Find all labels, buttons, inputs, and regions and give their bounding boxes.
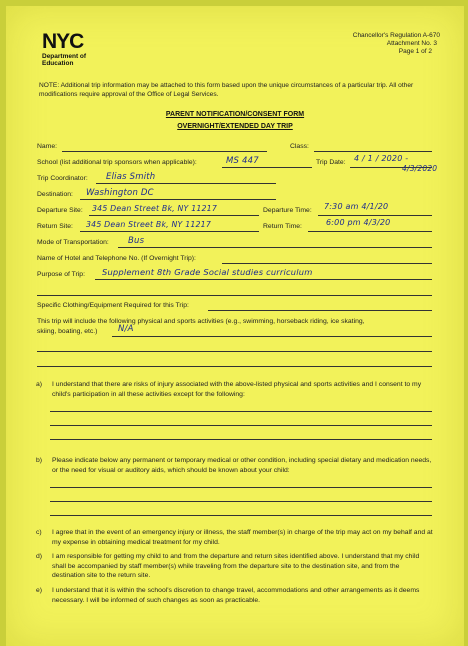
para-b-text: Please indicate below any permanent or temporary medical or other condition, including special dietary and medication needs, or the need for visual or auditory aids, which should be known about your child:: [52, 457, 432, 474]
departure-site-label: Departure Site:: [37, 207, 83, 214]
para-b-label: b): [36, 457, 43, 464]
school-field[interactable]: [222, 167, 312, 168]
coordinator-value: Elias Smith: [106, 172, 156, 182]
para-a-text: I understand that there are risks of injury associated with the above-listed physical and sports activities and I consent to my child's participation in all these activities except for the following:: [52, 381, 422, 398]
coordinator-label: Trip Coordinator:: [37, 175, 88, 182]
trip-date-value: 4 / 1 / 2020 -: [354, 154, 409, 163]
return-time-field[interactable]: [308, 231, 432, 232]
purpose-field-line-2[interactable]: [37, 295, 432, 296]
school-value: MS 447: [226, 156, 259, 166]
para-a-line-2[interactable]: [50, 425, 432, 426]
consent-form-page: [6, 6, 464, 646]
return-site-value: 345 Dean Street Bk, NY 11217: [86, 220, 211, 229]
para-d-label: d): [36, 553, 43, 560]
para-b-line-1[interactable]: [50, 487, 432, 488]
departure-time-label: Departure Time:: [263, 207, 312, 214]
departure-site-field[interactable]: [89, 215, 259, 216]
para-b-line-3[interactable]: [50, 515, 432, 516]
transport-value: Bus: [128, 236, 145, 246]
attachment-number: Attachment No. 3: [386, 40, 437, 47]
destination-value: Washington DC: [86, 188, 154, 198]
activities-value: N/A: [118, 324, 134, 334]
note-text: NOTE: Additional trip information may be attached to this form based upon the unique circumstances of a particular trip. All other modifications require approval of the Office of Legal Services.: [39, 82, 414, 98]
class-label: Class:: [290, 143, 309, 150]
nyc-logo: NYC: [42, 30, 84, 53]
para-a-line-3[interactable]: [50, 439, 432, 440]
trip-date-label: Trip Date:: [316, 159, 346, 166]
return-site-field[interactable]: [80, 231, 259, 232]
departure-time-field[interactable]: [318, 215, 432, 216]
purpose-field[interactable]: [95, 279, 432, 280]
school-label: School (list additional trip sponsors when applicable):: [37, 159, 197, 166]
para-a-label: a): [36, 381, 43, 388]
logo-sub-line-2: Education: [42, 60, 74, 67]
activities-field-line-2[interactable]: [37, 351, 432, 352]
class-field[interactable]: [314, 151, 432, 152]
coordinator-field[interactable]: [96, 183, 276, 184]
para-a-line-1[interactable]: [50, 411, 432, 412]
page-number: Page 1 of 2: [398, 48, 432, 55]
destination-field[interactable]: [80, 199, 276, 200]
hotel-label: Name of Hotel and Telephone No. (If Overnight Trip):: [37, 255, 196, 262]
hotel-field[interactable]: [222, 263, 432, 264]
purpose-label: Purpose of Trip:: [37, 271, 85, 278]
logo-subtitle: [42, 53, 86, 67]
name-label: Name:: [37, 143, 58, 150]
transport-field[interactable]: [118, 247, 432, 248]
clothing-field[interactable]: [208, 310, 432, 311]
activities-label-2: skiing, boating, etc.): [37, 328, 98, 335]
para-c-text: I agree that in the event of an emergency injury or illness, the staff member(s) in charge of the trip may act on my behalf and at my expense in obtaining medical treatment for my child.: [52, 529, 433, 546]
regulation-number: Chancellor's Regulation A-670: [352, 32, 440, 39]
para-c-label: c): [36, 529, 42, 536]
departure-site-value: 345 Dean Street Bk, NY 11217: [92, 204, 217, 213]
destination-label: Destination:: [37, 191, 73, 198]
transport-label: Mode of Transportation:: [37, 239, 109, 246]
logo-sub-line-1: Department of: [42, 53, 87, 60]
trip-date-value-2: 4/3/2020: [402, 164, 438, 173]
para-d-text: I am responsible for getting my child to and from the departure and return sites identified above. I understand that my child shall be accompanied by staff member(s) while traveling from the departure site to the destination site, and from the destination site to the return site.: [52, 553, 420, 579]
activities-field[interactable]: [112, 336, 432, 337]
activities-label-1: This trip will include the following physical and sports activities (e.g., swimming, horseback riding, ice skating,: [37, 318, 365, 325]
form-subtitle: OVERNIGHT/EXTENDED DAY TRIP: [177, 123, 293, 130]
regulation-block: [353, 32, 440, 56]
return-time-value: 6:00 pm 4/3/20: [326, 218, 391, 227]
activities-field-line-3[interactable]: [37, 366, 432, 367]
return-time-label: Return Time:: [263, 223, 302, 230]
name-field[interactable]: [62, 151, 267, 152]
clothing-label: Specific Clothing/Equipment Required for this Trip:: [37, 302, 189, 309]
para-e-text: I understand that it is within the school's discretion to change travel, accommodations and other arrangements as it deems necessary. I will be informed of such changes as soon as practicable.: [52, 587, 420, 604]
departure-time-value: 7:30 am 4/1/20: [324, 202, 389, 211]
para-b-line-2[interactable]: [50, 501, 432, 502]
purpose-value: Supplement 8th Grade Social studies curriculum: [102, 267, 313, 277]
form-title: PARENT NOTIFICATION/CONSENT FORM: [165, 111, 305, 118]
return-site-label: Return Site:: [37, 223, 73, 230]
para-e-label: e): [36, 587, 43, 594]
